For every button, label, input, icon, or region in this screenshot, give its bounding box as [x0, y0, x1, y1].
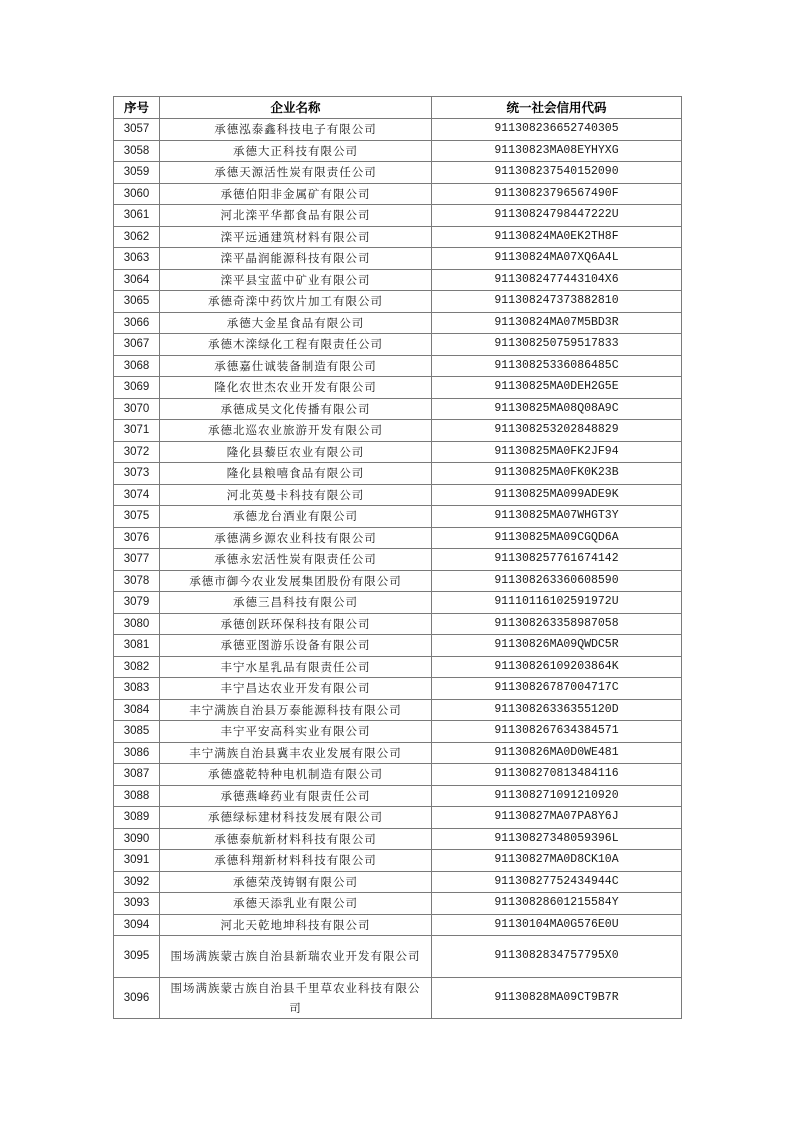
serial-number-cell: 3080 [114, 613, 160, 635]
enterprise-name-cell: 承德亚图游乐设备有限公司 [160, 635, 432, 657]
enterprise-name-cell: 滦平晶润能源科技有限公司 [160, 248, 432, 270]
enterprise-name-cell: 承德北巡农业旅游开发有限公司 [160, 420, 432, 442]
table-row [114, 721, 682, 743]
enterprise-name-cell: 承德创跃环保科技有限公司 [160, 613, 432, 635]
enterprise-name-cell: 承德燕峰药业有限责任公司 [160, 785, 432, 807]
serial-number-cell: 3079 [114, 592, 160, 614]
enterprise-name-cell: 承德嘉仕诚装备制造有限公司 [160, 355, 432, 377]
credit-code-cell: 91130825MA0FK0K23B [432, 463, 682, 485]
serial-number-cell: 3084 [114, 699, 160, 721]
serial-number-cell: 3092 [114, 871, 160, 893]
credit-code-cell: 911308253202848829 [432, 420, 682, 442]
credit-code-cell: 911308270813484116 [432, 764, 682, 786]
table-row [114, 977, 682, 1019]
credit-code-cell: 91130823796567490F [432, 183, 682, 205]
credit-code-cell: 91130824MA07M5BD3R [432, 312, 682, 334]
serial-number-cell: 3086 [114, 742, 160, 764]
serial-number-cell: 3066 [114, 312, 160, 334]
serial-number-cell: 3090 [114, 828, 160, 850]
table-row [114, 269, 682, 291]
credit-code-cell: 91110116102591972U [432, 592, 682, 614]
enterprise-name-cell: 围场满族蒙古族自治县新瑞农业开发有限公司 [160, 936, 432, 978]
credit-code-cell: 91130824MA0EK2TH8F [432, 226, 682, 248]
table-row [114, 764, 682, 786]
serial-number-cell: 3088 [114, 785, 160, 807]
table-row [114, 592, 682, 614]
table-row [114, 699, 682, 721]
serial-number-cell: 3064 [114, 269, 160, 291]
serial-number-cell: 3078 [114, 570, 160, 592]
enterprise-name-cell: 丰宁水星乳品有限责任公司 [160, 656, 432, 678]
serial-number-cell: 3065 [114, 291, 160, 313]
serial-number-cell: 3068 [114, 355, 160, 377]
credit-code-cell: 911308257761674142 [432, 549, 682, 571]
header-credit-code: 统一社会信用代码 [432, 97, 682, 119]
enterprise-name-cell: 承德天添乳业有限公司 [160, 893, 432, 915]
header-serial-number: 序号 [114, 97, 160, 119]
credit-code-cell: 91130826109203864K [432, 656, 682, 678]
serial-number-cell: 3081 [114, 635, 160, 657]
serial-number-cell: 3089 [114, 807, 160, 829]
enterprise-name-cell: 丰宁昌达农业开发有限公司 [160, 678, 432, 700]
serial-number-cell: 3085 [114, 721, 160, 743]
serial-number-cell: 3096 [114, 977, 160, 1019]
table-body [114, 119, 682, 1019]
credit-code-cell: 91130827MA07PA8Y6J [432, 807, 682, 829]
credit-code-cell: 91130824MA07XQ6A4L [432, 248, 682, 270]
serial-number-cell: 3060 [114, 183, 160, 205]
enterprise-name-cell: 承德成昊文化传播有限公司 [160, 398, 432, 420]
serial-number-cell: 3093 [114, 893, 160, 915]
serial-number-cell: 3087 [114, 764, 160, 786]
table-row [114, 334, 682, 356]
credit-code-cell: 91130827MA0D8CK10A [432, 850, 682, 872]
credit-code-cell: 91130823MA08EYHYXG [432, 140, 682, 162]
enterprise-name-cell: 承德天源活性炭有限责任公司 [160, 162, 432, 184]
serial-number-cell: 3074 [114, 484, 160, 506]
serial-number-cell: 3067 [114, 334, 160, 356]
credit-code-cell: 91130825MA09CGQD6A [432, 527, 682, 549]
table-row [114, 183, 682, 205]
credit-code-cell: 91130825336086485C [432, 355, 682, 377]
enterprise-name-cell: 隆化县藜臣农业有限公司 [160, 441, 432, 463]
table-row [114, 140, 682, 162]
enterprise-name-cell: 隆化农世杰农业开发有限公司 [160, 377, 432, 399]
serial-number-cell: 3070 [114, 398, 160, 420]
table-row [114, 871, 682, 893]
credit-code-cell: 91130828MA09CT9B7R [432, 977, 682, 1019]
serial-number-cell: 3073 [114, 463, 160, 485]
table-row [114, 570, 682, 592]
enterprise-name-cell: 丰宁平安高科实业有限公司 [160, 721, 432, 743]
enterprise-name-cell: 滦平远通建筑材料有限公司 [160, 226, 432, 248]
table-row [114, 807, 682, 829]
table-row [114, 463, 682, 485]
table-row [114, 355, 682, 377]
credit-code-cell: 91130825MA07WHGT3Y [432, 506, 682, 528]
credit-code-cell: 911308263360608590 [432, 570, 682, 592]
serial-number-cell: 3077 [114, 549, 160, 571]
table-row [114, 893, 682, 915]
enterprise-name-cell: 承德盛乾特种电机制造有限公司 [160, 764, 432, 786]
table-row [114, 484, 682, 506]
serial-number-cell: 3063 [114, 248, 160, 270]
enterprise-name-cell: 承德大金星食品有限公司 [160, 312, 432, 334]
serial-number-cell: 3091 [114, 850, 160, 872]
table-row [114, 506, 682, 528]
credit-code-cell: 91130825MA099ADE9K [432, 484, 682, 506]
credit-code-cell: 91130826MA09QWDC5R [432, 635, 682, 657]
credit-code-cell: 91130827752434944C [432, 871, 682, 893]
enterprise-name-cell: 承德永宏活性炭有限责任公司 [160, 549, 432, 571]
enterprise-name-cell: 隆化县粮嘻食品有限公司 [160, 463, 432, 485]
credit-code-cell: 911308247373882810 [432, 291, 682, 313]
enterprise-name-cell: 丰宁满族自治县万泰能源科技有限公司 [160, 699, 432, 721]
serial-number-cell: 3075 [114, 506, 160, 528]
table-row [114, 613, 682, 635]
serial-number-cell: 3071 [114, 420, 160, 442]
enterprise-name-cell: 承德满乡源农业科技有限公司 [160, 527, 432, 549]
table-row [114, 678, 682, 700]
table-row [114, 291, 682, 313]
enterprise-name-cell: 承德三昌科技有限公司 [160, 592, 432, 614]
table-row [114, 398, 682, 420]
table-row [114, 441, 682, 463]
credit-code-cell: 91130826MA0D0WE481 [432, 742, 682, 764]
enterprise-name-cell: 承德科翔新材料科技有限公司 [160, 850, 432, 872]
credit-code-cell: 9113082477443104X6 [432, 269, 682, 291]
serial-number-cell: 3076 [114, 527, 160, 549]
credit-code-cell: 91130825MA0FK2JF94 [432, 441, 682, 463]
table-row [114, 377, 682, 399]
serial-number-cell: 3095 [114, 936, 160, 978]
table-row [114, 162, 682, 184]
enterprise-name-cell: 承德泓泰鑫科技电子有限公司 [160, 119, 432, 141]
table-row [114, 248, 682, 270]
table-row [114, 119, 682, 141]
serial-number-cell: 3062 [114, 226, 160, 248]
table-row [114, 785, 682, 807]
table-row [114, 549, 682, 571]
table-row [114, 656, 682, 678]
enterprise-name-cell: 承德奇滦中药饮片加工有限公司 [160, 291, 432, 313]
serial-number-cell: 3069 [114, 377, 160, 399]
table-row [114, 312, 682, 334]
credit-code-cell: 911308237540152090 [432, 162, 682, 184]
credit-code-cell: 91130825MA08Q08A9C [432, 398, 682, 420]
table-row [114, 742, 682, 764]
enterprise-credit-code-table [113, 96, 682, 1019]
table-row [114, 420, 682, 442]
credit-code-cell: 91130826787004717C [432, 678, 682, 700]
enterprise-name-cell: 承德市御今农业发展集团股份有限公司 [160, 570, 432, 592]
credit-code-cell: 911308267634384571 [432, 721, 682, 743]
table-row [114, 527, 682, 549]
table-row [114, 936, 682, 978]
serial-number-cell: 3083 [114, 678, 160, 700]
enterprise-name-cell: 承德龙台酒业有限公司 [160, 506, 432, 528]
header-enterprise-name: 企业名称 [160, 97, 432, 119]
credit-code-cell: 911308250759517833 [432, 334, 682, 356]
table-row [114, 828, 682, 850]
table-row [114, 205, 682, 227]
enterprise-name-cell: 承德泰航新材料科技有限公司 [160, 828, 432, 850]
serial-number-cell: 3094 [114, 914, 160, 936]
enterprise-name-cell: 滦平县宝蓝中矿业有限公司 [160, 269, 432, 291]
enterprise-name-cell: 承德荣茂铸钢有限公司 [160, 871, 432, 893]
credit-code-cell: 911308271091210920 [432, 785, 682, 807]
credit-code-cell: 91130827348059396L [432, 828, 682, 850]
table-header-row [114, 97, 682, 119]
credit-code-cell: 91130826336355120D [432, 699, 682, 721]
enterprise-name-cell: 河北滦平华都食品有限公司 [160, 205, 432, 227]
table-row [114, 850, 682, 872]
serial-number-cell: 3082 [114, 656, 160, 678]
enterprise-name-cell: 承德绿标建材科技发展有限公司 [160, 807, 432, 829]
credit-code-cell: 91130828601215584Y [432, 893, 682, 915]
credit-code-cell: 91130104MA0G576E0U [432, 914, 682, 936]
enterprise-name-cell: 承德大正科技有限公司 [160, 140, 432, 162]
table-row [114, 226, 682, 248]
enterprise-name-cell: 河北英曼卡科技有限公司 [160, 484, 432, 506]
credit-code-cell: 91130824798447222U [432, 205, 682, 227]
serial-number-cell: 3057 [114, 119, 160, 141]
table-row [114, 635, 682, 657]
credit-code-cell: 911308263358987058 [432, 613, 682, 635]
credit-code-cell: 911308236652740305 [432, 119, 682, 141]
enterprise-name-cell: 河北天乾地坤科技有限公司 [160, 914, 432, 936]
credit-code-cell: 91130825MA0DEH2G5E [432, 377, 682, 399]
credit-code-cell: 9113082834757795X0 [432, 936, 682, 978]
serial-number-cell: 3058 [114, 140, 160, 162]
enterprise-name-cell: 丰宁满族自治县冀丰农业发展有限公司 [160, 742, 432, 764]
serial-number-cell: 3072 [114, 441, 160, 463]
enterprise-name-cell: 承德伯阳非金属矿有限公司 [160, 183, 432, 205]
serial-number-cell: 3059 [114, 162, 160, 184]
enterprise-name-cell: 围场满族蒙古族自治县千里草农业科技有限公司 [160, 977, 432, 1019]
table-row [114, 914, 682, 936]
serial-number-cell: 3061 [114, 205, 160, 227]
enterprise-name-cell: 承德木滦绿化工程有限责任公司 [160, 334, 432, 356]
